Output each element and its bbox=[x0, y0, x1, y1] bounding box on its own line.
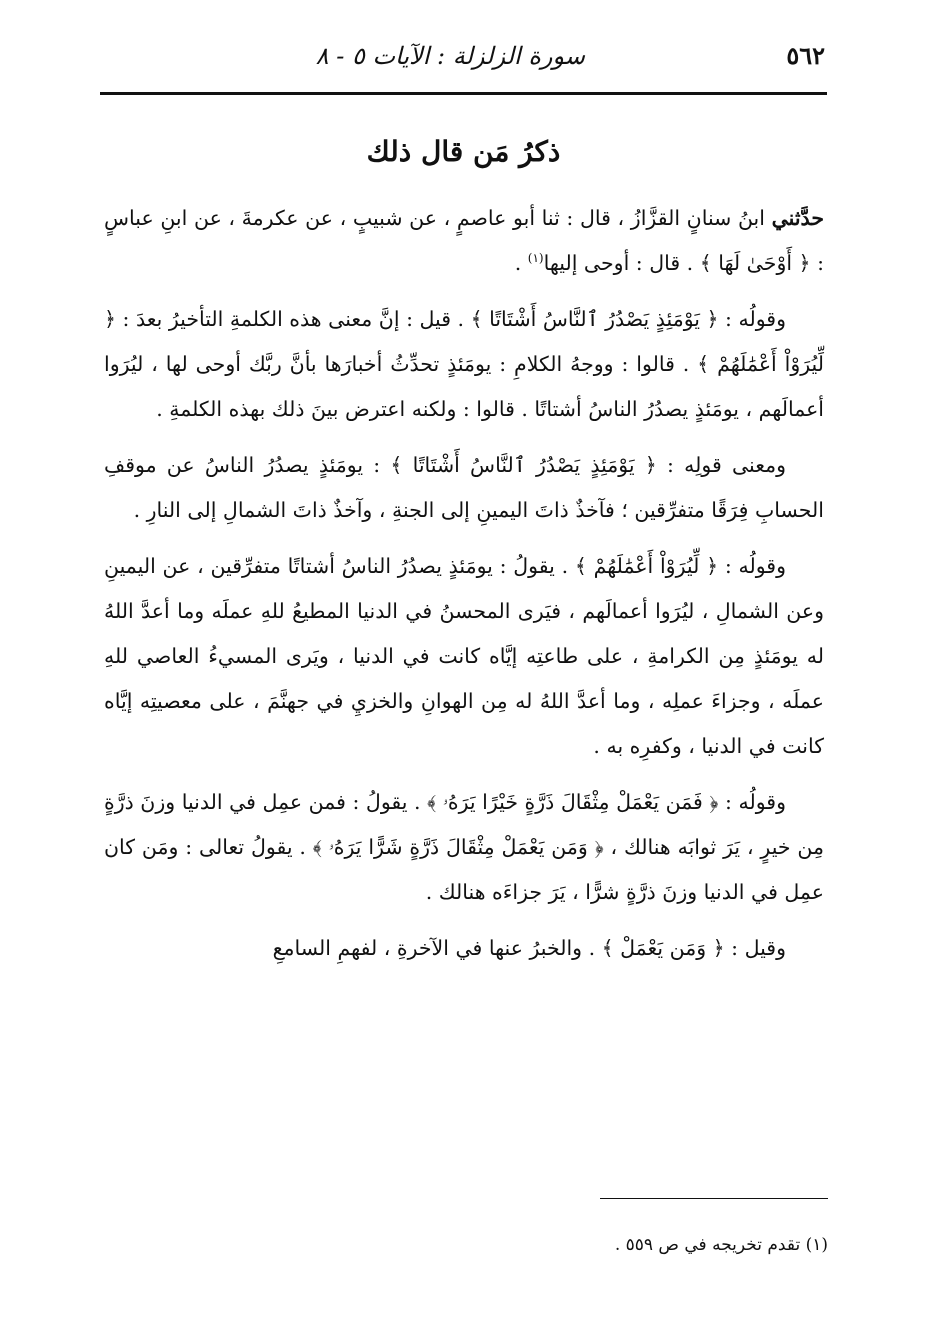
page-number: ٥٦٢ bbox=[786, 41, 825, 70]
header-rule bbox=[100, 92, 827, 95]
paragraph-3: ومعنى قولِه : ﴿ يَوْمَئِذٍ يَصْدُرُ ٱلنَّاسُ أَشْتَاتًا ﴾ : يومَئذٍ يصدُرُ الناسُ عن موقفِ الحسابِ فِرَقًا متفرِّقين ؛ فآخذٌ ذاتَ اليمينِ إلى الجنةِ ، وآخذٌ ذاتَ الشمالِ إلى النارِ . bbox=[104, 453, 824, 522]
paragraph-6: وقيل : ﴿ وَمَن يَعْمَلْ ﴾ . والخبرُ عنها في الآخرةِ ، لفهمِ السامعِ bbox=[272, 936, 786, 960]
paragraph-2: وقولُه : ﴿ يَوْمَئِذٍ يَصْدُرُ ٱلنَّاسُ أَشْتَاتًا ﴾ . قيل : إنَّ معنى هذه الكلمةِ التأخيرُ بعدَ : ﴿ لِّيُرَوْاْ أَعْمَٰلَهُمْ ﴾ . قالوا : ووجهُ الكلامِ : يومَئذٍ تحدِّثُ أخبارَها بأنَّ ربَّك أوحى لها ، ليُرَوا أعمالَهم ، يومَئذٍ يصدُرُ الناسُ أشتاتًا . قالوا : ولكنه اعترض بينَ ذلك بهذه الكلمةِ . bbox=[104, 307, 824, 421]
paragraph-1 bbox=[104, 196, 824, 286]
footnote-reference: (١) bbox=[527, 251, 544, 266]
body-text bbox=[104, 196, 824, 982]
section-title: ذكرُ مَن قال ذلك bbox=[366, 135, 561, 168]
paragraph-1-end: . bbox=[514, 251, 528, 275]
paragraph-4: وقولُه : ﴿ لِّيُرَوْاْ أَعْمَٰلَهُمْ ﴾ . يقولُ : يومَئذٍ يصدُرُ الناسُ أشتاتًا متفرِّقين ، عن اليمينِ وعن الشمالِ ، ليُرَوا أعمالَهم ، فيَرى المحسنُ في الدنيا المطيعُ للهِ عملَه وما أعدَّ اللهُ له يومَئذٍ مِن الكرامةِ ، على طاعتِه إيَّاه كانت في الدنيا ، ويَرى المسيءُ العاصي للهِ عملَه ، وجزاءَ عملِه ، وما أعدَّ اللهُ له مِن الهوانِ والخزيِ في جهنَّمَ ، على معصيتِه إيَّاه كانت في الدنيا ، وكفرِه به . bbox=[104, 554, 824, 758]
paragraph-1-text: ابنُ سنانٍ القزَّازُ ، قال : ثنا أبو عاصمٍ ، عن شبيبٍ ، عن عكرمةَ ، عن ابنِ عباسٍ : ﴿ أَوْحَىٰ لَهَا ﴾ . قال : أوحى إليها bbox=[104, 206, 824, 275]
page-header bbox=[100, 36, 825, 88]
footnote: (١) تقدم تخريجه في ص ٥٥٩ . bbox=[614, 1235, 828, 1255]
footnote-rule bbox=[600, 1198, 828, 1199]
paragraph-lead-word: حدَّثني bbox=[771, 206, 824, 230]
running-title: سورة الزلزلة : الآيات ٥ - ٨ bbox=[315, 42, 585, 70]
paragraph-5: وقولُه : ﴿ فَمَن يَعْمَلْ مِثْقَالَ ذَرَّةٍ خَيْرًا يَرَهُۥ ﴾ . يقولُ : فمن عمِل في الدنيا وزنَ ذرَّةٍ مِن خيرٍ ، يَرَ ثوابَه هنالك ، ﴿ وَمَن يَعْمَلْ مِثْقَالَ ذَرَّةٍ شَرًّا يَرَهُۥ ﴾ . يقولُ تعالى : ومَن كان عمِل في الدنيا وزنَ ذرَّةٍ شرًّا ، يَرَ جزاءَه هنالك . bbox=[104, 790, 824, 904]
